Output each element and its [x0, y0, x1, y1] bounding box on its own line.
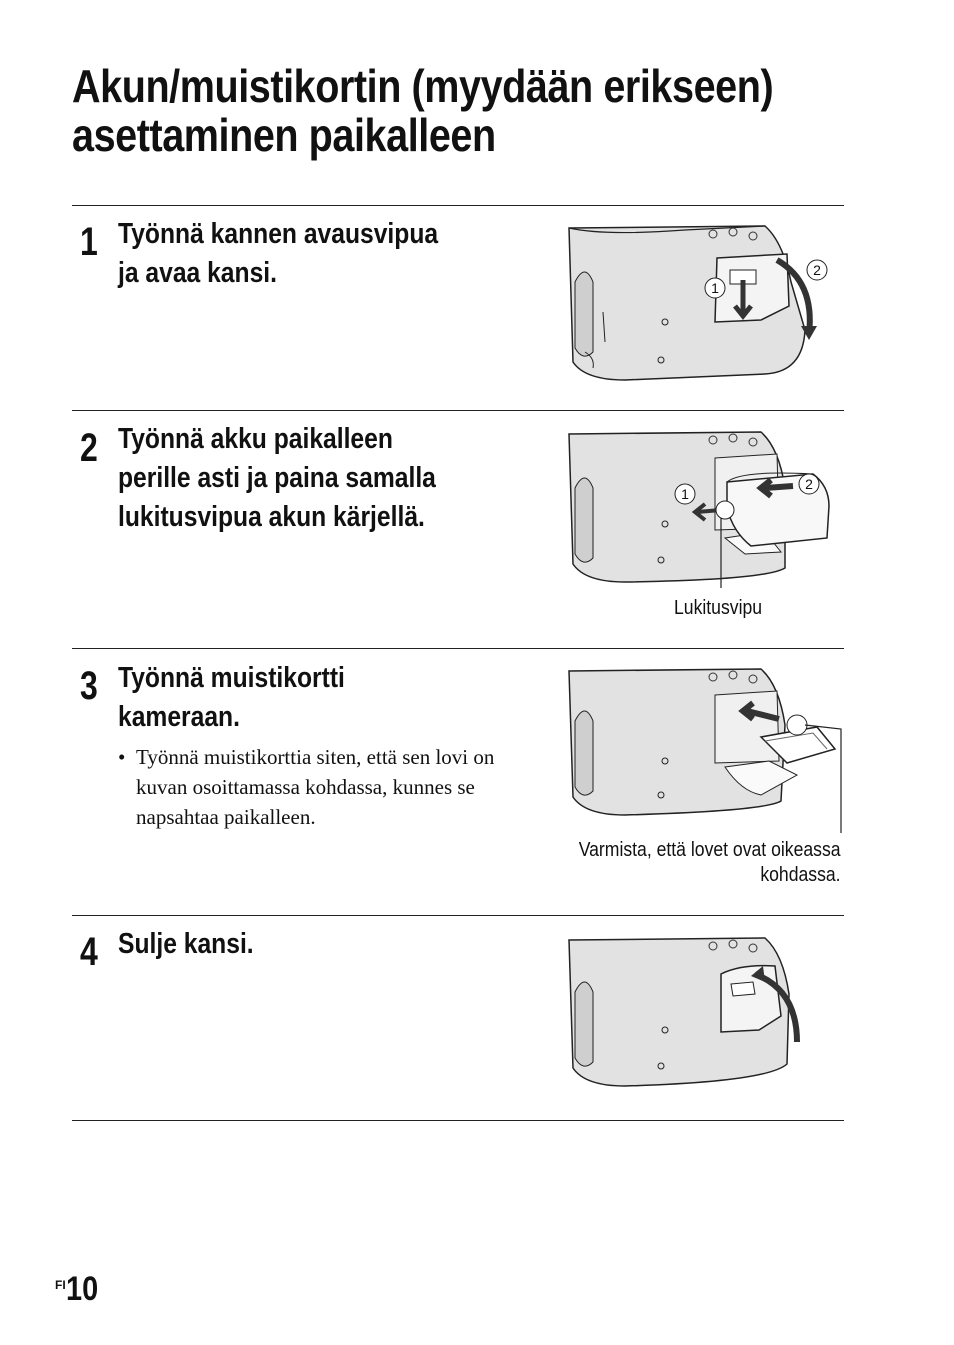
step-4-text: Sulje kansi. [118, 928, 254, 960]
divider-top [72, 205, 844, 206]
page-number [55, 1270, 104, 1309]
marker-2-step2: 2 [805, 476, 813, 492]
step-2-number: 2 [80, 426, 98, 470]
marker-1-step1: 1 [711, 280, 719, 296]
notch-check-caption: Varmista, että lovet ovat oikeassa kohdassa. [579, 839, 841, 886]
divider-bottom [72, 1120, 844, 1121]
page-title [72, 62, 777, 160]
step-3-number: 3 [80, 664, 98, 708]
close-cover-illustration [565, 934, 845, 1094]
step-1-number: 1 [80, 220, 98, 264]
open-cover-illustration [565, 222, 845, 387]
step-2-text: Työnnä akku paikalleen perille asti ja paina samalla lukitusvipua akun kärjellä. [118, 423, 436, 533]
insert-memory-card-illustration [565, 665, 845, 835]
title-line-2: asettaminen paikalleen [72, 109, 496, 161]
step-3-text: Työnnä muistikortti kameraan. [118, 662, 345, 733]
divider-2-3 [72, 648, 844, 649]
lock-lever-caption: Lukitusvipu [674, 597, 763, 619]
title-line-1: Akun/muistikortin (myydään erikseen) [72, 60, 774, 112]
step-3-bullet-text: Työnnä muistikorttia siten, että sen lovi on kuvan osoittamassa kohdassa, kunnes se napsahtaa paikalleen. [136, 745, 495, 829]
divider-1-2 [72, 410, 844, 411]
step-4-number: 4 [80, 930, 98, 974]
page-lang: FI [55, 1278, 66, 1292]
marker-1-step2: 1 [681, 486, 689, 502]
step-3-bullet [118, 742, 518, 832]
page-number-value: 10 [65, 1270, 98, 1308]
divider-3-4 [72, 915, 844, 916]
insert-battery-illustration [565, 428, 845, 593]
bullet-dot: • [118, 745, 126, 769]
marker-2-step1: 2 [813, 262, 821, 278]
step-1-text: Työnnä kannen avausvipua ja avaa kansi. [118, 218, 439, 289]
